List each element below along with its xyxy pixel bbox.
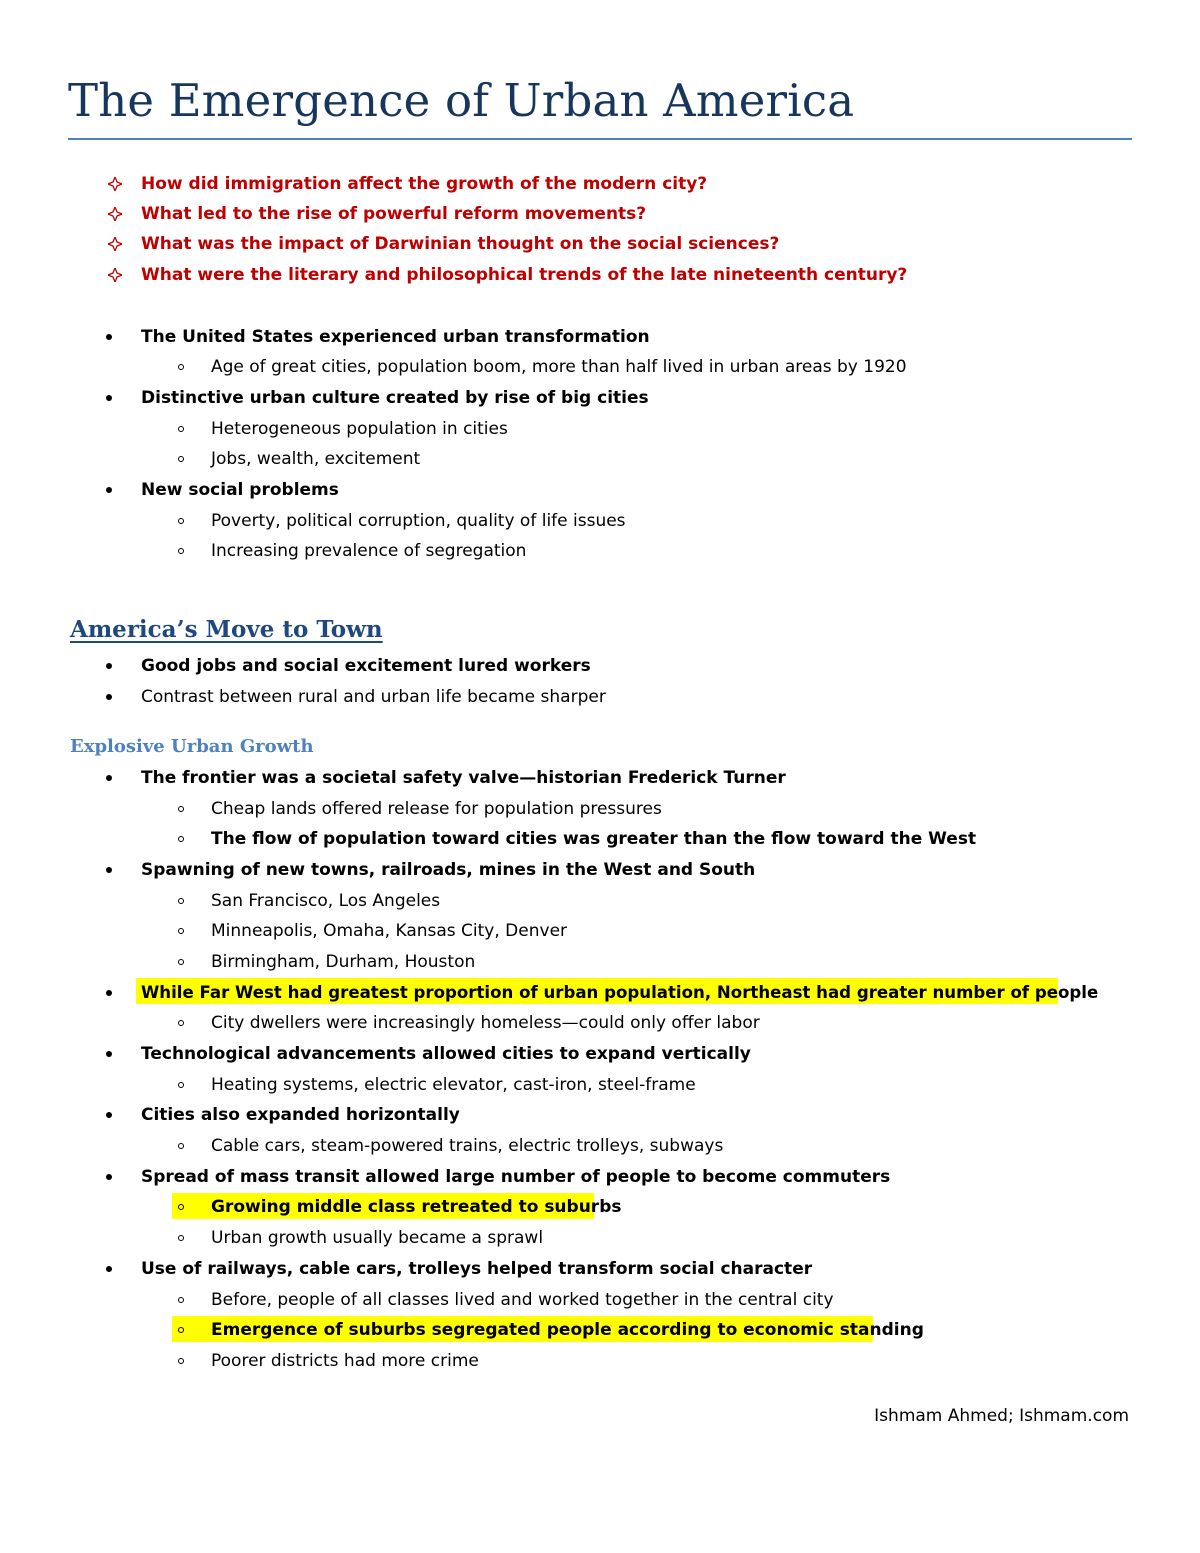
list-item: City dwellers were increasingly homeless—could only offer labor: [211, 1013, 760, 1033]
bullet-icon: [106, 334, 112, 340]
sub-bullet-icon: [178, 456, 184, 462]
list-item: Technological advancements allowed cities to expand vertically: [141, 1044, 751, 1064]
list-item: Cheap lands offered release for population pressures: [211, 799, 662, 819]
page-title: The Emergence of Urban America: [68, 74, 855, 127]
list-item: Birmingham, Durham, Houston: [211, 952, 476, 972]
sub-bullet-icon: [178, 836, 184, 842]
list-item: San Francisco, Los Angeles: [211, 891, 441, 911]
list-item: Cable cars, steam-powered trains, electric trolleys, subways: [211, 1136, 724, 1156]
bullet-icon: [106, 775, 112, 781]
four-diamond-bullet-icon: [108, 177, 122, 191]
sub-bullet-icon: [178, 1327, 184, 1333]
question-item: What was the impact of Darwinian thought on the social sciences?: [141, 234, 780, 254]
sub-bullet-icon: [178, 928, 184, 934]
list-item: Contrast between rural and urban life became sharper: [141, 687, 606, 707]
four-diamond-bullet-icon: [108, 237, 122, 251]
sub-bullet-icon: [178, 898, 184, 904]
list-item: Before, people of all classes lived and worked together in the central city: [211, 1290, 834, 1310]
list-item: Age of great cities, population boom, more than half lived in urban areas by 1920: [211, 357, 907, 377]
question-item: How did immigration affect the growth of the modern city?: [141, 174, 708, 194]
subsection-heading: Explosive Urban Growth: [70, 736, 314, 757]
list-item: Cities also expanded horizontally: [141, 1105, 460, 1125]
question-item: What were the literary and philosophical trends of the late nineteenth century?: [141, 265, 908, 285]
list-item: Growing middle class retreated to suburbs: [211, 1197, 622, 1217]
list-item: While Far West had greatest proportion of urban population, Northeast had greater number of people: [141, 983, 1099, 1002]
list-item: Urban growth usually became a sprawl: [211, 1228, 544, 1248]
section-heading: America’s Move to Town: [70, 616, 383, 643]
sub-bullet-icon: [178, 1297, 184, 1303]
list-item: Jobs, wealth, excitement: [211, 449, 421, 469]
list-item: Emergence of suburbs segregated people according to economic standing: [211, 1320, 924, 1340]
bullet-icon: [106, 487, 112, 493]
list-item: Good jobs and social excitement lured workers: [141, 656, 591, 676]
sub-bullet-icon: [178, 364, 184, 370]
sub-bullet-icon: [178, 1204, 184, 1210]
bullet-icon: [106, 1174, 112, 1180]
list-item: Poverty, political corruption, quality of life issues: [211, 511, 626, 531]
bullet-icon: [106, 1112, 112, 1118]
sub-bullet-icon: [178, 548, 184, 554]
list-item: Heterogeneous population in cities: [211, 419, 508, 439]
sub-bullet-icon: [178, 518, 184, 524]
list-item: Poorer districts had more crime: [211, 1351, 479, 1371]
bullet-icon: [106, 694, 112, 700]
list-item: New social problems: [141, 480, 339, 500]
four-diamond-bullet-icon: [108, 207, 122, 221]
bullet-icon: [106, 1051, 112, 1057]
sub-bullet-icon: [178, 1020, 184, 1026]
list-item: Spread of mass transit allowed large number of people to become commuters: [141, 1167, 891, 1187]
sub-bullet-icon: [178, 806, 184, 812]
bullet-icon: [106, 990, 112, 996]
list-item: The frontier was a societal safety valve—historian Frederick Turner: [141, 768, 786, 788]
list-item: Increasing prevalence of segregation: [211, 541, 527, 561]
sub-bullet-icon: [178, 1235, 184, 1241]
bullet-icon: [106, 1266, 112, 1272]
sub-bullet-icon: [178, 1143, 184, 1149]
list-item: Spawning of new towns, railroads, mines in the West and South: [141, 860, 756, 880]
sub-bullet-icon: [178, 426, 184, 432]
sub-bullet-icon: [178, 1358, 184, 1364]
author-footer: Ishmam Ahmed; Ishmam.com: [874, 1406, 1129, 1426]
list-item: Distinctive urban culture created by rise of big cities: [141, 388, 649, 408]
list-item: Use of railways, cable cars, trolleys helped transform social character: [141, 1259, 813, 1279]
question-item: What led to the rise of powerful reform movements?: [141, 204, 647, 224]
four-diamond-bullet-icon: [108, 268, 122, 282]
list-item: Heating systems, electric elevator, cast-iron, steel-frame: [211, 1075, 696, 1095]
bullet-icon: [106, 663, 112, 669]
list-item: The United States experienced urban transformation: [141, 327, 650, 347]
sub-bullet-icon: [178, 1082, 184, 1088]
bullet-icon: [106, 395, 112, 401]
list-item: The flow of population toward cities was greater than the flow toward the West: [211, 829, 977, 849]
title-divider: [68, 138, 1132, 140]
bullet-icon: [106, 867, 112, 873]
list-item: Minneapolis, Omaha, Kansas City, Denver: [211, 921, 568, 941]
sub-bullet-icon: [178, 959, 184, 965]
